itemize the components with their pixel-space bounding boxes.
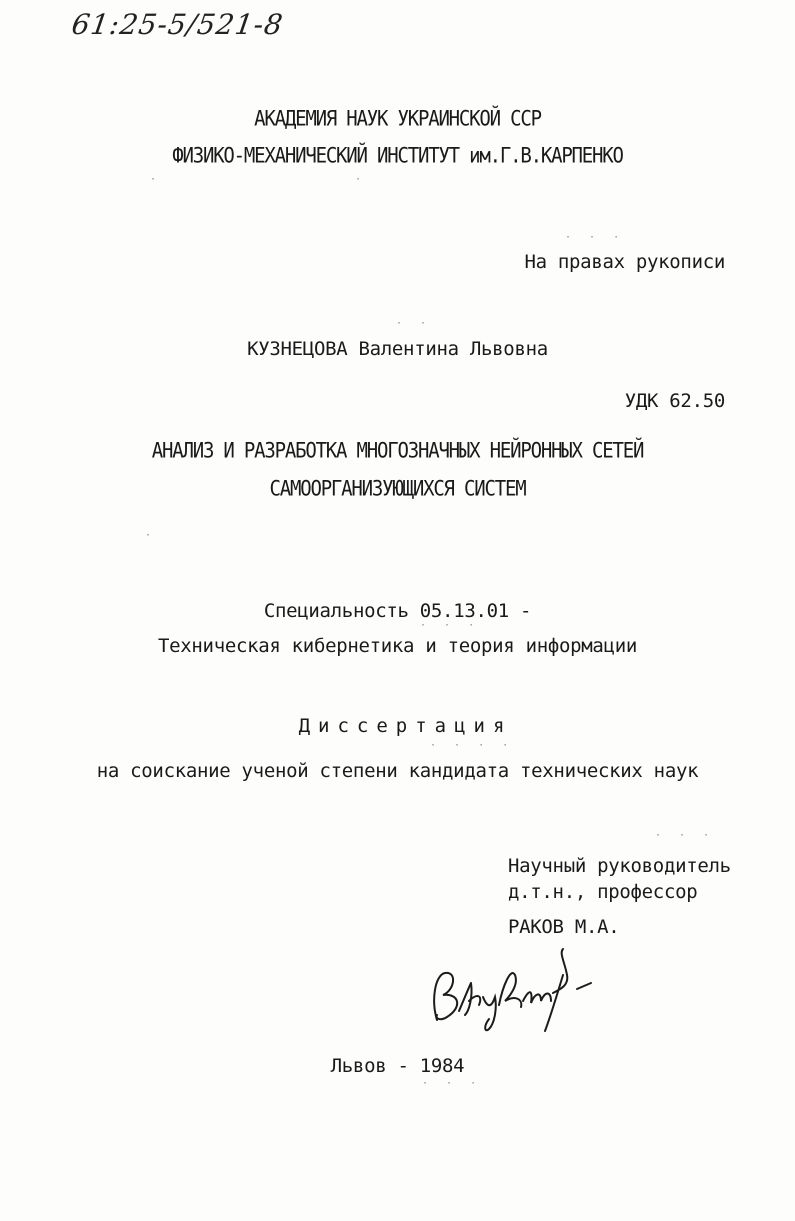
supervisor-role: Научный руководитель [508, 855, 731, 877]
scan-speck: · [145, 530, 158, 541]
dissertation-label: Диссертация [298, 715, 513, 737]
scan-speck: · · · [565, 232, 626, 243]
specialty-code: Специальность 05.13.01 - [263, 600, 532, 622]
specialty-name: Техническая кибернетика и теория информации [158, 635, 637, 657]
supervisor-degree: д.т.н., профессор [508, 881, 698, 903]
handwritten-signature [425, 945, 600, 1035]
thesis-title-line-1: АНАЛИЗ И РАЗРАБОТКА МНОГОЗНАЧНЫХ НЕЙРОННЫХ СЕТЕЙ [151, 438, 644, 464]
institute-name: ФИЗИКО-МЕХАНИЧЕСКИЙ ИНСТИТУТ им.Г.В.КАРПЕНКО [172, 143, 623, 169]
scan-speck: · [150, 174, 163, 185]
academy-name: АКАДЕМИЯ НАУК УКРАИНСКОЙ ССР [254, 106, 541, 132]
scan-speck: · [355, 174, 368, 185]
scan-speck: · · [396, 318, 433, 329]
supervisor-name: РАКОВ М.А. [508, 916, 620, 938]
degree-purpose: на соискание ученой степени кандидата технических наук [96, 760, 699, 782]
scan-speck: · · · · [430, 740, 515, 751]
udc-code: УДК 62.50 [624, 390, 725, 412]
scan-speck: · · · [420, 620, 481, 631]
scan-speck: · · · [422, 1078, 483, 1089]
manuscript-rights-note: На правах рукописи [524, 251, 725, 273]
author-name: КУЗНЕЦОВА Валентина Львовна [247, 338, 548, 360]
thesis-title-line-2: САМООРГАНИЗУЮЩИХСЯ СИСТЕМ [269, 476, 526, 502]
place-and-year: Львов - 1984 [330, 1055, 465, 1077]
scan-speck: · · · [655, 830, 716, 841]
handwritten-archive-code: 61:25-5/521-8 [69, 8, 286, 41]
